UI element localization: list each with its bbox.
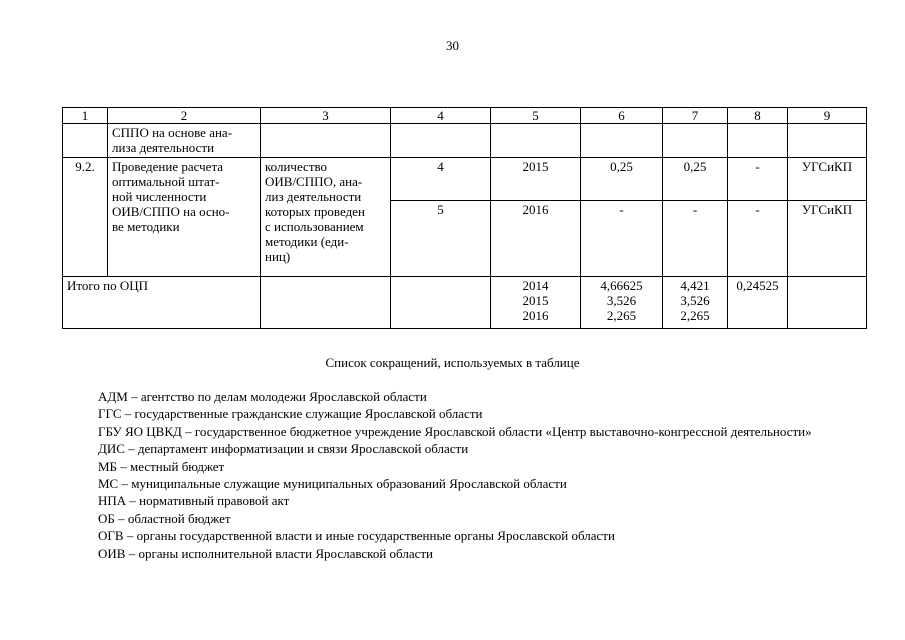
table-cell: 2015 xyxy=(491,158,581,201)
abbreviation-item: ДИС – департамент информатизации и связи Ярославской области xyxy=(98,441,469,457)
table-cell xyxy=(391,277,491,329)
abbreviation-item: МБ – местный бюджет xyxy=(98,458,225,474)
table-cell xyxy=(63,124,108,158)
header-cell: 7 xyxy=(663,108,728,124)
total-years: 2014 2015 2016 xyxy=(491,277,581,329)
abbreviation-item: ОГВ – органы государственной власти и иные государственные органы Ярославской области xyxy=(98,528,615,544)
abbreviation-item: ГГС – государственные гражданские служащие Ярославской области xyxy=(98,406,483,422)
header-cell: 5 xyxy=(491,108,581,124)
table-cell xyxy=(391,124,491,158)
table-cell: УГСиКП xyxy=(788,158,867,201)
header-cell: 9 xyxy=(788,108,867,124)
header-cell: 1 xyxy=(63,108,108,124)
table-cell: - xyxy=(663,201,728,277)
table-cell xyxy=(261,124,391,158)
item-9-2-row-2015 xyxy=(63,158,867,201)
page-number: 30 xyxy=(446,38,459,53)
table-cell: - xyxy=(728,201,788,277)
abbreviations-list xyxy=(62,388,852,562)
table-cell: - xyxy=(728,158,788,201)
table-cell: УГСиКП xyxy=(788,201,867,277)
total-col6: 4,66625 3,526 2,265 xyxy=(581,277,663,329)
table-cell: 2016 xyxy=(491,201,581,277)
abbreviation-item: ОБ – областной бюджет xyxy=(98,510,231,526)
abbreviation-item: ГБУ ЯО ЦВКД – государственное бюджетное учреждение Ярославской области «Центр выставочно-конгрессной деятельности» xyxy=(98,423,812,439)
program-table xyxy=(62,107,867,329)
table-cell: 4 xyxy=(391,158,491,201)
total-col7: 4,421 3,526 2,265 xyxy=(663,277,728,329)
abbreviations-title: Список сокращений, используемых в таблице xyxy=(325,355,580,370)
table-cell xyxy=(788,277,867,329)
table-header-row xyxy=(63,108,867,124)
table-cell: 0,25 xyxy=(663,158,728,201)
table-cell xyxy=(663,124,728,158)
item-number: 9.2. xyxy=(63,158,108,277)
table-cell: 5 xyxy=(391,201,491,277)
header-cell: 6 xyxy=(581,108,663,124)
total-label: Итого по ОЦП xyxy=(63,277,261,329)
table-cell: - xyxy=(581,201,663,277)
table-cell xyxy=(261,277,391,329)
abbreviation-item: МС – муниципальные служащие муниципальных образований Ярославской области xyxy=(98,476,567,492)
item-indicator: количество ОИВ/СППО, ана- лиз деятельности которых проведен с использованием методики (еди- ниц) xyxy=(261,158,391,277)
abbreviation-item: АДМ – агентство по делам молодежи Ярославской области xyxy=(98,389,427,404)
table-cell xyxy=(491,124,581,158)
header-cell: 3 xyxy=(261,108,391,124)
total-row xyxy=(63,277,867,329)
total-col8: 0,24525 xyxy=(728,277,788,329)
table-cell: 0,25 xyxy=(581,158,663,201)
table-cell xyxy=(788,124,867,158)
table-cell xyxy=(581,124,663,158)
header-cell: 2 xyxy=(108,108,261,124)
abbreviation-item: НПА – нормативный правовой акт xyxy=(98,493,290,509)
header-cell: 4 xyxy=(391,108,491,124)
abbreviation-item: ОИВ – органы исполнительной власти Ярославской области xyxy=(98,545,433,561)
header-cell: 8 xyxy=(728,108,788,124)
continuation-name: СППО на основе ана- лиза деятельности xyxy=(108,124,261,158)
table-cell xyxy=(728,124,788,158)
continuation-row xyxy=(63,124,867,158)
item-name: Проведение расчета оптимальной штат- ной численности ОИВ/СППО на осно- ве методики xyxy=(108,158,261,277)
